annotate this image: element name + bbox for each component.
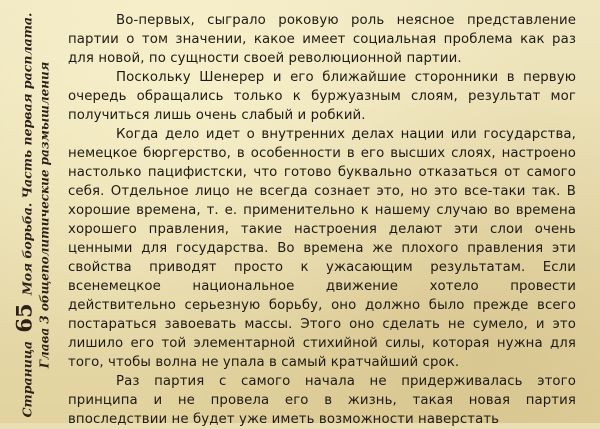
- page-number: 65: [11, 303, 37, 333]
- book-part-title: Моя борьба. Часть первая расплата.: [19, 12, 35, 296]
- page-label: Страница: [19, 341, 35, 418]
- paragraph: Во-первых, сыграло роковую роль неясное представление партии о том значении, какое имеет социальная проблема как раз для новой, по сущности своей революционной партии.: [68, 13, 576, 66]
- sidebar-rotated-heading: [11, 5, 52, 425]
- sidebar-line-1: [11, 5, 37, 425]
- chapter-title: Глава 3 общеполитические размышления: [37, 61, 52, 369]
- paragraph: Раз партия с самого начала не придерживалась этого принципа и не провела его в жизнь, такая новая партия впоследствии не будет уже иметь возможности наверстать: [68, 374, 576, 427]
- paragraph: Когда дело идет о внутренних делах нации или государства, немецкое бюргерство, в особенности в его высших слоях, настроено настолько пацифистски, что готово буквально отказаться от самого себя. Отдельное лицо не всегда сознает это, но это все-таки так. В хорошие времена, т. е. применительно к нашему случаю во времена хорошего правления, такие настроения делают эти слои очень ценными для государства. Во времена же плохого правления эти свойства приводят просто к ужасающим результатам. Если всенемецкое национальное движение хотело провести действительно серьезную борьбу, оно должно было прежде всего постараться завоевать массы. Этого оно сделать не сумело, и это лишило его той элементарной стихийной силы, которая нужна для того, чтобы волна не упала в самый кратчайший срок.: [68, 127, 576, 370]
- body-text: [68, 11, 576, 429]
- paragraph: Поскольку Шенерер и его ближайшие сторонники в первую очередь обращались только к буржуазным слоям, результат мог получиться лишь очень слабый и робкий.: [68, 70, 576, 123]
- sidebar: [0, 0, 64, 423]
